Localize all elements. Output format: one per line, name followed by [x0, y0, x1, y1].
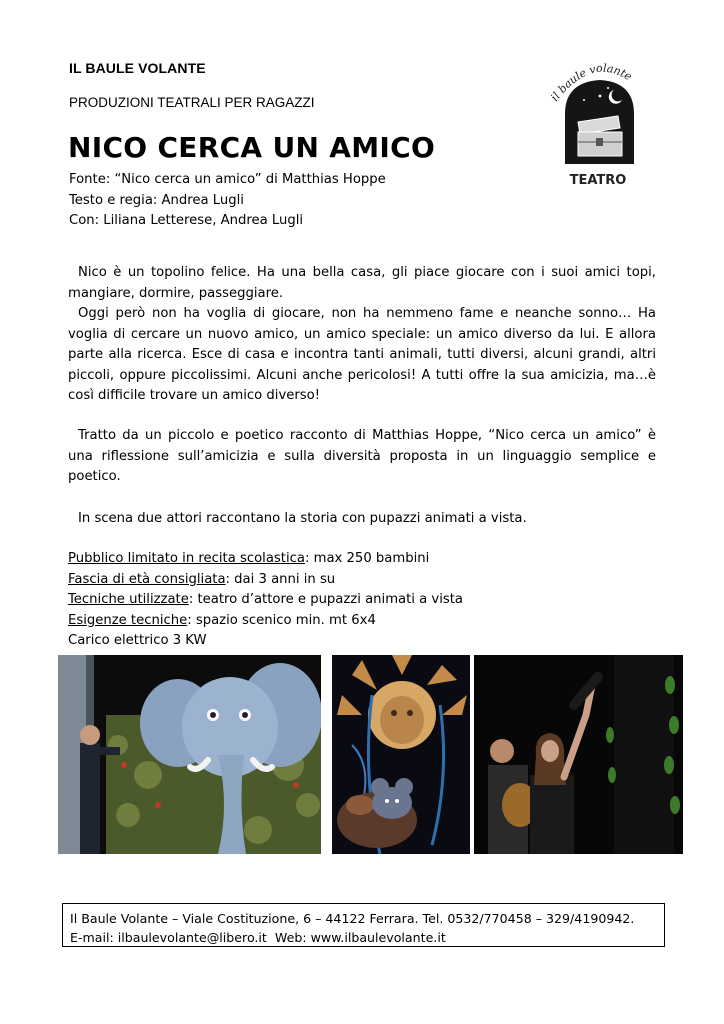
spec-requirements: [68, 611, 463, 632]
intro-paragraphs: [68, 263, 656, 407]
email-label: E-mail:: [70, 930, 118, 945]
spec-label: Tecniche utilizzate: [68, 592, 189, 607]
footer-address: Il Baule Volante – Viale Costituzione, 6 – 44122 Ferrara. Tel. 0532/770458 – 329/4190942.: [70, 911, 635, 926]
spec-audience: [68, 549, 463, 570]
company-subtitle: PRODUZIONI TEATRALI PER RAGAZZI: [69, 95, 315, 110]
company-logo: [548, 52, 648, 192]
paragraph: Oggi però non ha voglia di giocare, non ha nemmeno fame e neanche sonno… Ha voglia di cercare un nuovo amico, un amico speciale: un amico diverso da lui. E allora parte alla ricerca. Esce di casa e incontra tanti animali, tutti diversi, alcuni grandi, altri piccoli, oppure piccolissimi. Alcuni anche pericolosi! A tutti offre la sua amicizia, ma…è così difficile trovare un amico diverso!: [68, 306, 656, 403]
footer-links: [70, 928, 664, 947]
technical-specs: [68, 549, 463, 652]
spec-power: Carico elettrico 3 KW: [68, 633, 207, 648]
spec-label: Esigenze tecniche: [68, 612, 188, 628]
spec-label: Pubblico limitato in recita scolastica: [68, 551, 305, 566]
email-link[interactable]: ilbaulevolante@libero.it: [117, 930, 267, 945]
page-title: NICO CERCA UN AMICO: [68, 131, 436, 164]
credit-cast: Con: Liliana Letterese, Andrea Lugli: [69, 213, 304, 228]
credit-direction: Testo e regia: Andrea Lugli: [69, 192, 244, 208]
photo-elephant-puppet: [58, 655, 321, 854]
footer-contacts: [62, 903, 665, 947]
spec-value: : dai 3 anni in su: [225, 571, 336, 587]
paragraph: Nico è un topolino felice. Ha una bella casa, gli piace giocare con i suoi amici topi, mangiare, dormire, passeggiare.: [68, 265, 656, 301]
spec-value: : teatro d’attore e pupazzi animati a vista: [188, 592, 464, 607]
spec-value: : max 250 bambini: [304, 551, 430, 566]
logo-label: TEATRO: [569, 173, 627, 188]
trunk-logo-icon: [548, 52, 648, 192]
description-paragraph: [68, 426, 656, 488]
spec-label: Fascia di età consigliata: [68, 571, 226, 587]
credit-source: Fonte: “Nico cerca un amico” di Matthias Hoppe: [69, 172, 386, 187]
logo-arc-text: il baule volante: [548, 61, 635, 104]
credits: [69, 170, 386, 232]
spec-techniques: [68, 590, 463, 611]
spec-age: [68, 570, 463, 591]
company-name: IL BAULE VOLANTE: [69, 60, 206, 76]
photo-sun-mouse-puppets: [332, 655, 470, 854]
staging-paragraph: [68, 509, 656, 530]
spec-value: : spazio scenico min. mt 6x4: [187, 612, 376, 628]
web-label: Web:: [266, 930, 311, 945]
photo-two-actors: [474, 655, 683, 854]
paragraph: Tratto da un piccolo e poetico racconto di Matthias Hoppe, “Nico cerca un amico” è una riflessione sull’amicizia e sulla diversità proposta in un linguaggio semplice e poetico.: [68, 428, 656, 484]
web-link[interactable]: www.ilbaulevolante.it: [310, 930, 446, 945]
paragraph: In scena due attori raccontano la storia con pupazzi animati a vista.: [78, 511, 527, 526]
